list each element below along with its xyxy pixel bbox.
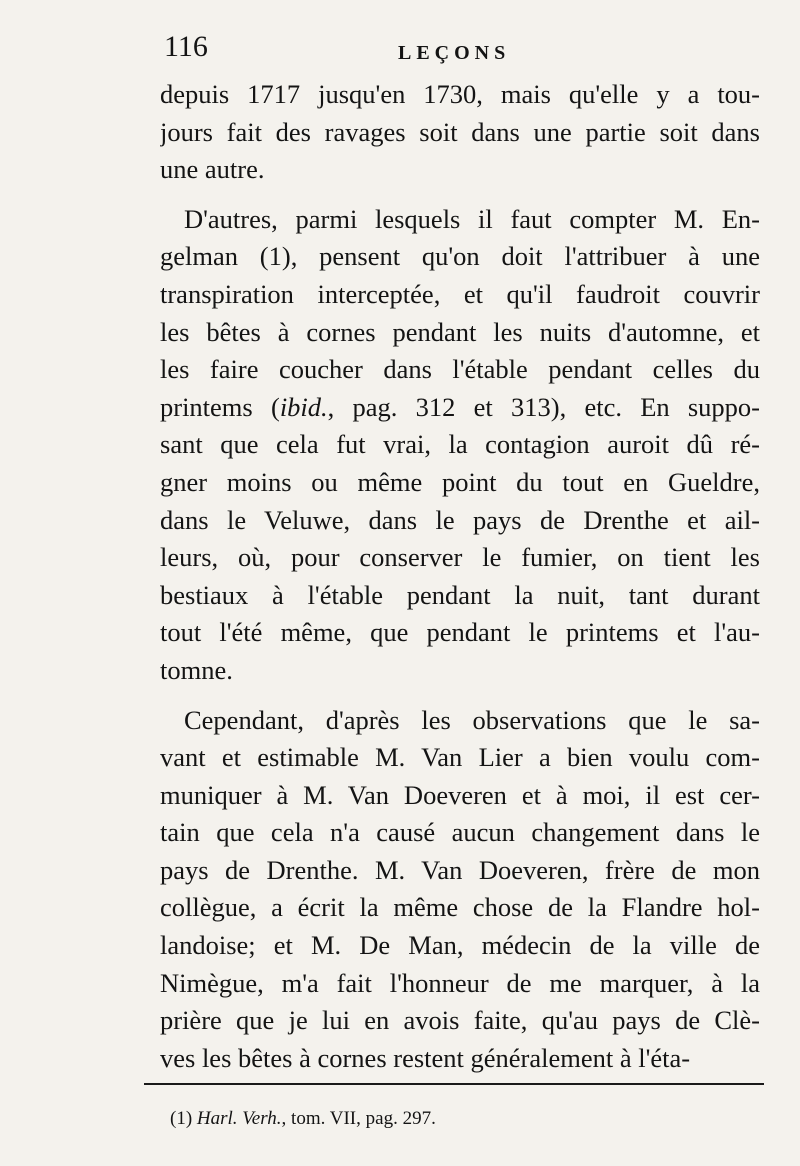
text-line: les faire coucher dans l'étable pendant celles du bbox=[160, 354, 760, 385]
text-line: D'autres, parmi lesquels il faut compter M. En- bbox=[184, 203, 760, 234]
paragraph-gap bbox=[160, 690, 760, 702]
page-number: 116 bbox=[164, 30, 208, 63]
paragraph-gap bbox=[160, 189, 760, 201]
text-line: vant et estimable M. Van Lier a bien voulu com- bbox=[160, 742, 760, 773]
citation-ibid: ibid. bbox=[279, 391, 328, 422]
body-text bbox=[160, 76, 760, 1077]
text-line: tout l'été même, que pendant le printems et l'au- bbox=[160, 617, 760, 648]
text-line: prière que je lui en avois faite, qu'au pays de Clè- bbox=[160, 1005, 760, 1036]
text-line: bestiaux à l'étable pendant la nuit, tant durant bbox=[160, 579, 760, 610]
text-line: Nimègue, m'a fait l'honneur de me marquer, à la bbox=[160, 967, 760, 998]
footnote bbox=[170, 1108, 436, 1130]
text-line: tomne. bbox=[160, 654, 233, 685]
text-line: landoise; et M. De Man, médecin de la ville de bbox=[160, 930, 760, 961]
text-line: leurs, où, pour conserver le fumier, on tient les bbox=[160, 542, 760, 573]
footnote-details: , tom. VII, pag. 297. bbox=[281, 1108, 436, 1129]
text-line: jours fait des ravages soit dans une partie soit dans bbox=[160, 116, 760, 147]
text-line: sant que cela fut vrai, la contagion auroit dû ré- bbox=[160, 429, 760, 460]
footnote-rule bbox=[144, 1083, 764, 1085]
text-line: transpiration interceptée, et qu'il faudroit couvrir bbox=[160, 278, 760, 309]
footnote-mark: (1) bbox=[170, 1108, 193, 1129]
footnote-source: Harl. Verh. bbox=[196, 1108, 282, 1129]
text-line: les bêtes à cornes pendant les nuits d'automne, et bbox=[160, 316, 760, 347]
text-line: collègue, a écrit la même chose de la Flandre hol- bbox=[160, 892, 760, 923]
text-line: ves les bêtes à cornes restent généralement à l'éta- bbox=[160, 1042, 691, 1073]
running-title: LEÇONS bbox=[398, 42, 511, 64]
paragraph-1 bbox=[160, 76, 760, 189]
text-line: pays de Drenthe. M. Van Doeveren, frère de mon bbox=[160, 854, 760, 885]
page-header bbox=[160, 30, 760, 70]
text-line: dans le Veluwe, dans le pays de Drenthe et ail- bbox=[160, 504, 760, 535]
text-line: Cependant, d'après les observations que le sa- bbox=[184, 704, 760, 735]
text-line: gner moins ou même point du tout en Gueldre, bbox=[160, 466, 760, 497]
paragraph-2 bbox=[160, 201, 760, 690]
text-line: muniquer à M. Van Doeveren et à moi, il est cer- bbox=[160, 779, 760, 810]
text-line: une autre. bbox=[160, 154, 265, 185]
text-line: printems (ibid., pag. 312 et 313), etc. En suppo- bbox=[160, 391, 760, 422]
text-line: depuis 1717 jusqu'en 1730, mais qu'elle y a tou- bbox=[160, 79, 760, 109]
text-line: tain que cela n'a causé aucun changement dans le bbox=[160, 817, 760, 848]
text-line: gelman (1), pensent qu'on doit l'attribuer à une bbox=[160, 241, 760, 272]
paragraph-3 bbox=[160, 702, 760, 1078]
